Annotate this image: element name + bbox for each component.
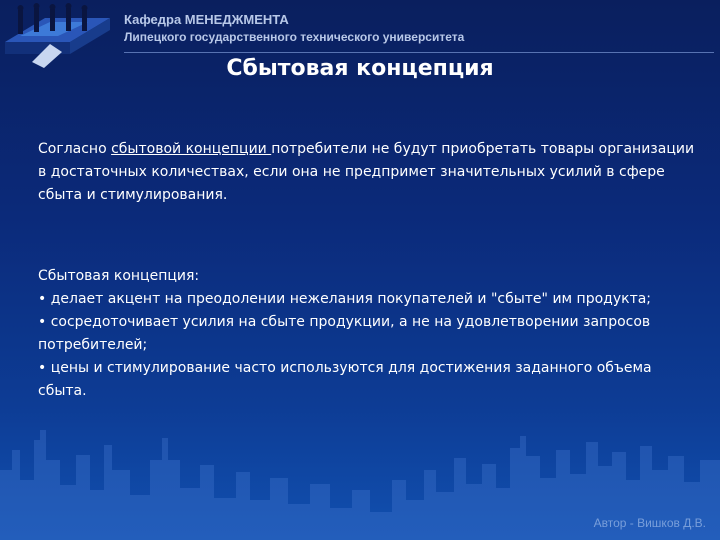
- university-name: Липецкого государственного технического университета: [124, 30, 465, 44]
- definition-term: сбытовой концепции: [111, 141, 272, 157]
- header: [124, 12, 464, 45]
- department-name: Кафедра МЕНЕДЖМЕНТА: [124, 12, 289, 27]
- features-paragraph: [38, 265, 698, 403]
- definition-text: потребители не будут приобретать товары организации в достаточных количествах, если она не предпримет значительных усилий в сфере сбыта и стимулирования.: [38, 141, 695, 203]
- slide-content: [38, 138, 698, 403]
- author-credit: Автор - Вишков Д.В.: [593, 516, 706, 530]
- features-lead: Сбытовая концепция:: [38, 268, 200, 284]
- slide-title: Сбытовая концепция: [226, 56, 494, 81]
- definition-paragraph: [38, 138, 698, 207]
- definition-prefix: Согласно: [38, 141, 112, 157]
- header-divider: [124, 52, 714, 53]
- feature-bullet: • сосредоточивает усилия на сбыте продукции, а не на удовлетворении запросов потребителей;: [38, 314, 651, 353]
- feature-bullet: • делает акцент на преодолении нежелания покупателей и "сбыте" им продукта;: [38, 291, 652, 307]
- feature-bullet: • цены и стимулирование часто используются для достижения заданного объема сбыта.: [38, 360, 652, 399]
